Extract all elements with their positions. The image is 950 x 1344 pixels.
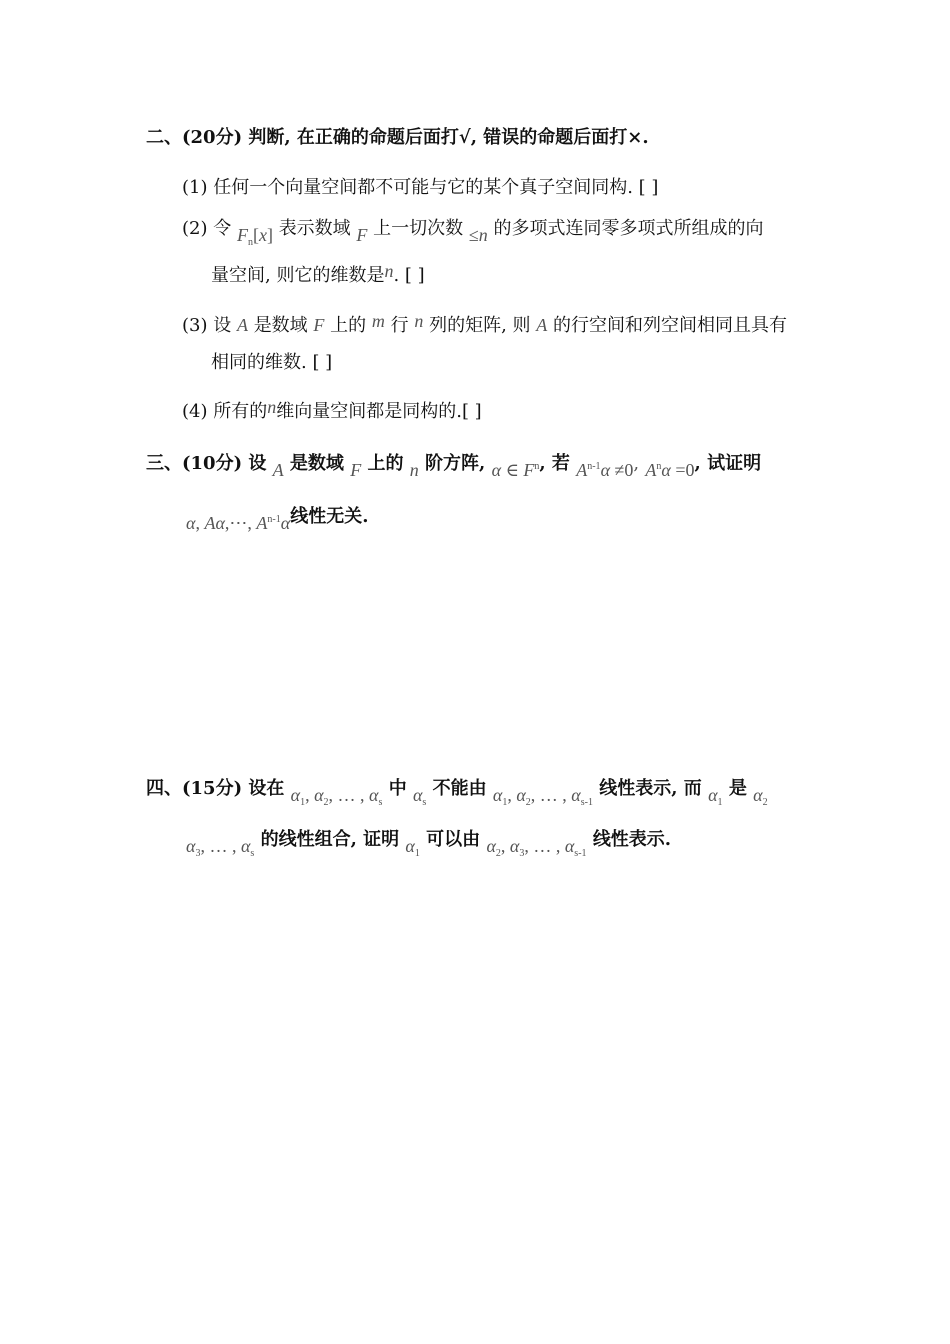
q2-item-3-text-c: 上的 <box>330 315 367 336</box>
math-F: F <box>313 315 325 335</box>
q3-text-b: 是数域 <box>289 453 344 474</box>
q3-line-2 <box>186 503 368 533</box>
q4-text-g: 可以由 <box>426 829 481 850</box>
q3-text-g: 线性无关. <box>290 506 369 527</box>
q2-item-1: (1) 任何一个向量空间都不可能与它的某个真子空间同构. [ ] <box>182 177 659 198</box>
q3-text-a: 三、(10分) 设 <box>146 453 267 474</box>
math-n: n <box>384 261 394 281</box>
q2-item-2-text-b: 表示数域 <box>278 218 351 239</box>
math-m: m <box>371 311 385 331</box>
q4-text-c: 不能由 <box>432 778 487 799</box>
q2-item-3-text-f: 的行空间和列空间相同且具有 <box>553 315 788 336</box>
math-leq-n: ≤n <box>468 225 488 245</box>
math-an-alpha-eq-0: $A^n\alpha =0$ <box>645 460 695 480</box>
q2-item-2-text-e: 量空间, 则它的维数是 <box>211 265 385 286</box>
q4-line-1 <box>146 775 768 808</box>
math-n: n <box>267 397 277 417</box>
math-alpha-1: $\alpha_1$ <box>708 785 723 808</box>
math-alpha-s: $\alpha_s$ <box>412 785 427 808</box>
math-alpha-1-to-s-1: $\alpha_1$, $\alpha_2$, … , $\alpha_{s-1}$ <box>492 785 593 808</box>
q2-item-2-text-d: 的多项式连同零多项式所组成的向 <box>493 218 764 239</box>
q3-text-f: , 试证明 <box>694 453 762 474</box>
math-A: A <box>536 315 548 335</box>
q2-item-4-text-a: (4) 所有的 <box>182 401 268 422</box>
q3-line-1: 三、(10分) 设 A 是数域 F 上的 n 阶方阵, α ∈ $F^n$, 若 $A^{n-1}\alpha \ne 0$, $A^n\alpha =0$, 试证明 <box>146 453 762 480</box>
q2-item-2-text-c: 上一切次数 <box>373 218 464 239</box>
q4-text-f: 的线性组合, 证明 <box>260 829 400 850</box>
math-F: F <box>356 225 368 245</box>
math-an1-alpha-neq-0: $A^{n-1}\alpha \ne 0$ <box>576 460 634 480</box>
q4-text-a: 四、(15分) 设在 <box>146 778 285 799</box>
math-alpha-2: $\alpha_2$ <box>753 785 768 808</box>
math-alpha-in-fn: α ∈ $F^n$ <box>491 460 540 480</box>
q2-item-3-text-a: (3) 设 <box>182 315 232 336</box>
q2-item-2-text-a: (2) 令 <box>182 218 232 239</box>
q2-item-2-line-2 <box>211 262 425 289</box>
q4-text-d: 线性表示, 而 <box>599 778 702 799</box>
math-alpha-1-to-s: $\alpha_1$, $\alpha_2$, … , $\alpha_s$ <box>290 785 383 808</box>
math-fn-x: $F_n[x]$ <box>236 225 273 248</box>
math-alpha-1: $\alpha_1$ <box>405 836 420 859</box>
q2-heading: 二、(20分) 判断, 在正确的命题后面打√, 错误的命题后面打×. <box>146 127 649 148</box>
q2-item-2-text-f: . [ ] <box>393 265 425 286</box>
q4-text-h: 线性表示. <box>592 829 672 850</box>
q2-item-3-text-d: 行 <box>390 315 409 336</box>
math-alpha-3-to-s: $\alpha_3$, … , $\alpha_s$ <box>186 836 255 859</box>
q3-text-d: 阶方阵, <box>425 453 486 474</box>
q2-item-2-line-1 <box>182 215 764 248</box>
math-F: F <box>350 460 362 480</box>
q2-item-4-text-b: 维向量空间都是同构的.[ ] <box>276 401 482 422</box>
q4-text-b: 中 <box>388 778 407 799</box>
math-alpha-sequence: α, Aα,⋯, $A^{n-1}\alpha$ <box>186 513 291 533</box>
q2-item-3-text-b: 是数域 <box>253 315 308 336</box>
q4-text-e: 是 <box>728 778 747 799</box>
math-alpha-2-to-s-1: $\alpha_2$, $\alpha_3$, … , $\alpha_{s-1}$ <box>486 836 587 859</box>
q2-item-3-text-e: 列的矩阵, 则 <box>429 315 531 336</box>
math-A: A <box>272 460 284 480</box>
q2-item-3-line-2: 相同的维数. [ ] <box>211 352 333 373</box>
q3-text-e: , 若 <box>539 453 570 474</box>
math-A: A <box>236 315 248 335</box>
q2-item-4 <box>182 398 482 425</box>
math-n: n <box>414 311 424 331</box>
math-n: n <box>409 460 419 480</box>
q4-line-2 <box>186 826 672 859</box>
q3-text-c: 上的 <box>367 453 404 474</box>
q2-item-3-line-1 <box>182 312 787 339</box>
